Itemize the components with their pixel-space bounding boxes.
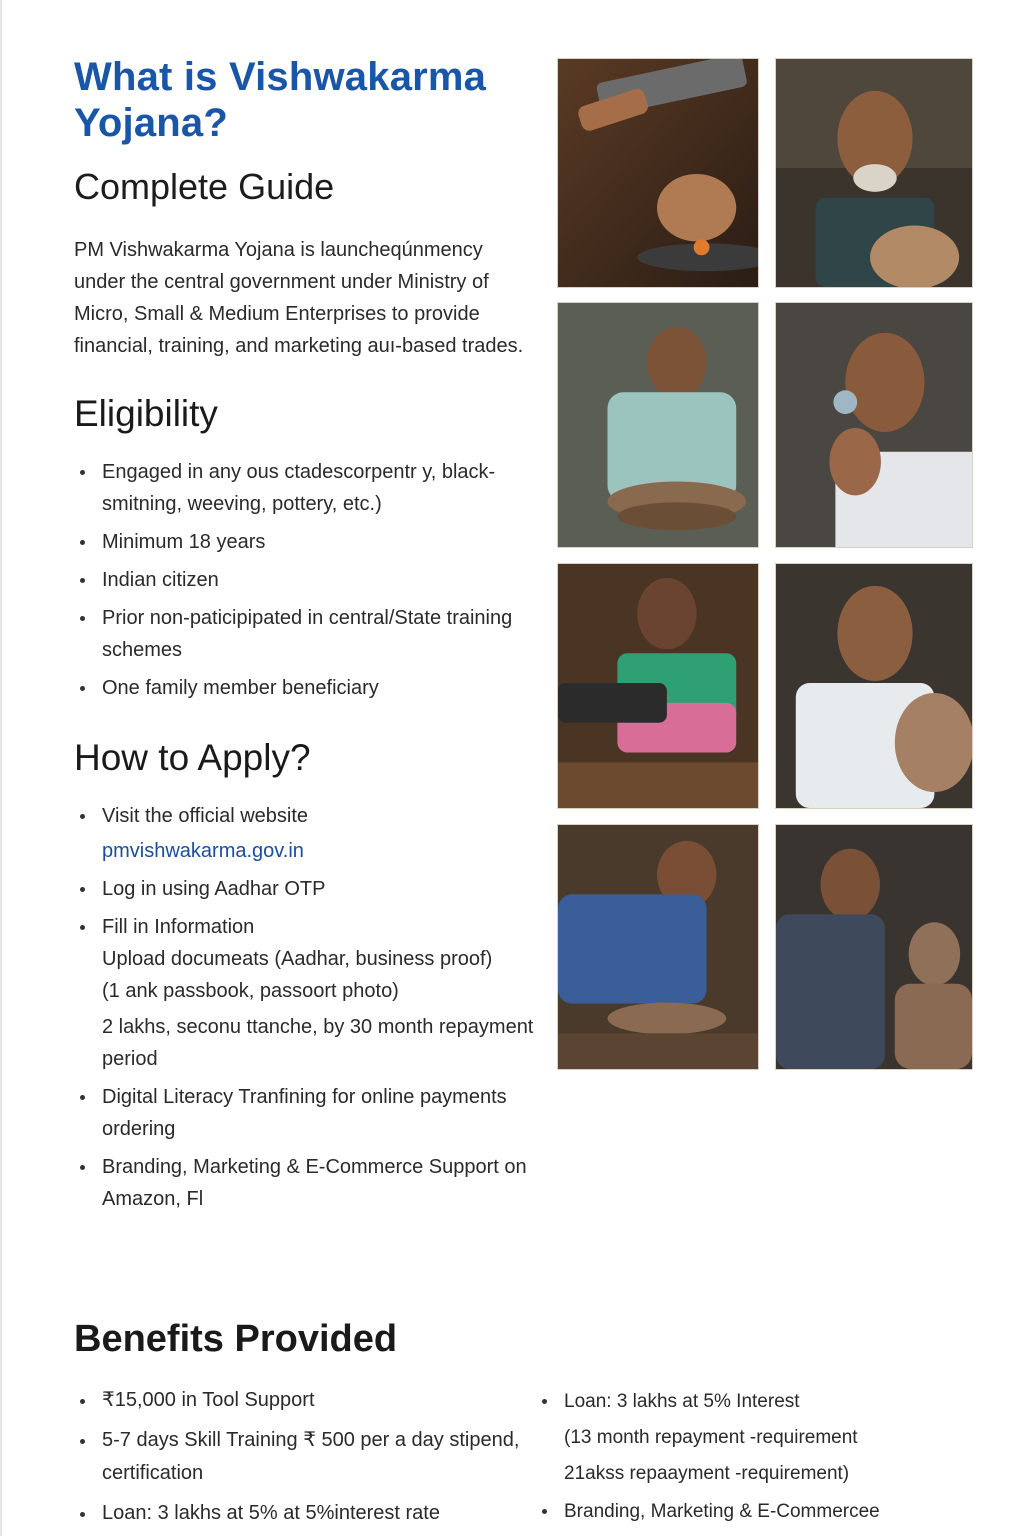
photo-jeweler (775, 302, 973, 548)
page-title: What is Vishwakarma Yojana? (74, 55, 487, 145)
eligibility-heading: Eligibility (74, 393, 218, 434)
bullet-icon (80, 1439, 85, 1444)
bullet-icon (80, 1399, 85, 1404)
jeweler-photo-icon (776, 303, 972, 547)
woodcarver-photo-icon (776, 59, 972, 287)
intro-paragraph: PM Vishwakarma Yojana is launcheqúnmency under the central government under Ministry of Micro, Small & Medium Enterprises to provide financial, training, and marketing auı-based trades. (74, 239, 524, 357)
list-item: Digital Literacy Tranfining for online payments ordering (74, 1081, 534, 1145)
list-item: Indian citizen (74, 564, 534, 596)
list-item: Fill in Information Upload documeats (Aadhar, business proof) (1 ank passbook, passoort photo) 2 lakhs, seconu ttanche, by 30 month repayment period (74, 911, 534, 1075)
bullet-icon (80, 1512, 85, 1517)
list-item: Branding, Marketing & E-Commerce Support on Amazon, Fl (74, 1151, 534, 1215)
bullet-icon (80, 470, 85, 475)
photo-blacksmith (557, 58, 759, 288)
list-item: Prior non-paticipipated in central/State training schemes (74, 602, 534, 666)
bullet-icon (542, 1399, 547, 1404)
page-subtitle: Complete Guide (74, 166, 335, 207)
list-item: 5-7 days Skill Training ₹ 500 per a day stipend, certification (74, 1424, 524, 1490)
photo-woodcarver (775, 58, 973, 288)
photo-bust-sculptor (775, 824, 973, 1070)
blacksmith-photo-icon (558, 59, 758, 287)
apply-steps-list (74, 800, 534, 1215)
bullet-icon (80, 616, 85, 621)
bullet-icon (80, 1095, 85, 1100)
list-item: One family member beneficiary (74, 672, 534, 704)
bust-sculptor-photo-icon (776, 825, 972, 1069)
list-item: Loan: 3 lakhs at 5% at 5%interest rate (74, 1497, 524, 1530)
clay-artisan-photo-icon (558, 825, 758, 1069)
bullet-icon (80, 925, 85, 930)
benefits-list-left (74, 1384, 524, 1530)
potter-photo-icon (558, 303, 758, 547)
bullet-icon (542, 1509, 547, 1514)
left-column (74, 54, 534, 1221)
bullet-icon (80, 1165, 85, 1170)
list-item: ₹15,000 in Tool Support (74, 1384, 524, 1417)
official-website-link[interactable]: pmvishwakarma.gov.in (102, 840, 304, 862)
benefits-left-column (74, 1384, 524, 1536)
list-item: Log in using Aadhar OTP (74, 873, 534, 905)
bullet-icon (80, 814, 85, 819)
how-to-apply-heading: How to Apply? (74, 737, 311, 778)
sculptor-photo-icon (776, 564, 972, 808)
benefits-right-column (536, 1384, 986, 1532)
list-item: Visit the official website pmvishwakarma.gov.in (74, 800, 534, 867)
photo-tailor (557, 563, 759, 809)
list-item: Minimum 18 years (74, 526, 534, 558)
benefits-list-right (536, 1384, 986, 1530)
bullet-icon (80, 686, 85, 691)
benefits-heading: Benefits Provided (74, 1318, 398, 1360)
eligibility-list (74, 456, 534, 704)
list-item: Branding, Marketing & E-Commercee (536, 1494, 986, 1530)
photo-potter (557, 302, 759, 548)
bullet-icon (80, 578, 85, 583)
bullet-icon (80, 540, 85, 545)
bullet-icon (80, 887, 85, 892)
photo-clay-artisan (557, 824, 759, 1070)
tailor-photo-icon (558, 564, 758, 808)
list-item: Engaged in any ous ctadescorpentr y, black-smitning, weeving, pottery, etc.) (74, 456, 534, 520)
photo-sculptor (775, 563, 973, 809)
list-item: Loan: 3 lakhs at 5% Interest (13 month repayment -requirement 21akss repaayment -requirement) (536, 1384, 986, 1492)
